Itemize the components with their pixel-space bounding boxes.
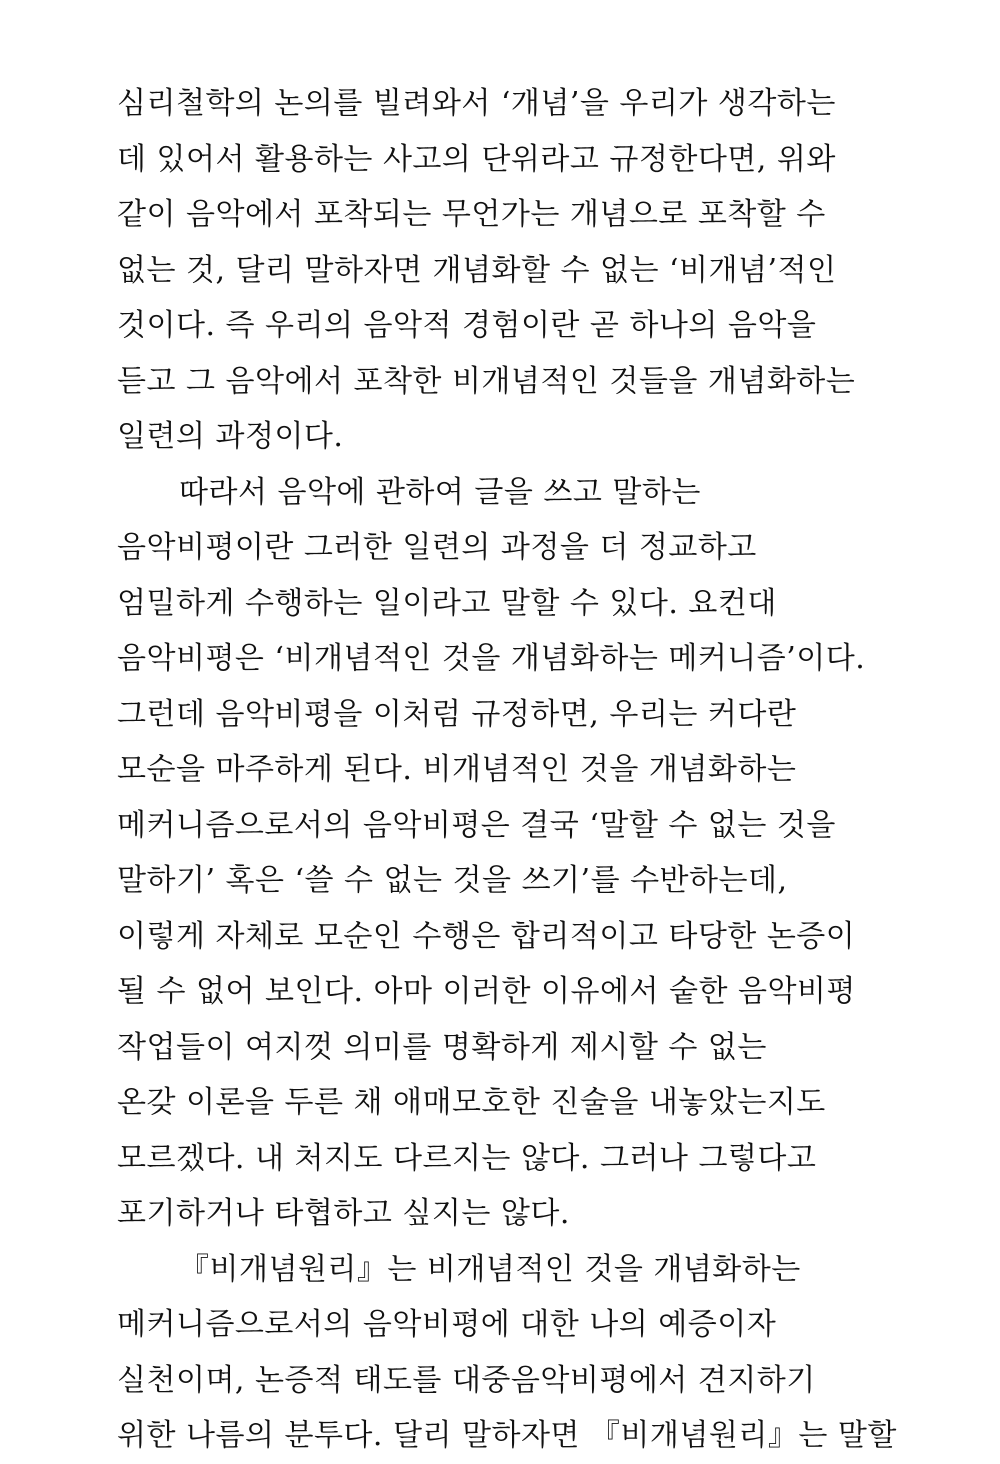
text-line: 듣고 그 음악에서 포착한 비개념적인 것들을 개념화하는 [117,363,856,399]
text-line: 음악비평은 ‘비개념적인 것을 개념화하는 메커니즘’이다. [117,641,866,676]
text-line: 포기하거나 타협하고 싶지는 않다. [117,1196,570,1231]
text-line: 실천이며, 논증적 태도를 대중음악비평에서 견지하기 [117,1362,816,1398]
text-line: 메커니즘으로서의 음악비평에 대한 나의 예증이자 [117,1307,777,1342]
text-line: 온갖 이론을 두른 채 애매모호한 진술을 내놓았는지도 [117,1085,826,1120]
text-line: 심리철학의 논의를 빌려와서 ‘개념’을 우리가 생각하는 [117,86,836,121]
text-line: 없는 것, 달리 말하자면 개념화할 수 없는 ‘비개념’적인 [117,252,837,288]
text-line: 것이다. 즉 우리의 음악적 경험이란 곧 하나의 음악을 [117,308,817,343]
text-line: 이렇게 자체로 모순인 수행은 합리적이고 타당한 논증이 [117,918,856,954]
text-line: 같이 음악에서 포착되는 무언가는 개념으로 포착할 수 [117,197,826,232]
text-line: 일련의 과정이다. [117,419,344,454]
body-text [117,76,897,1464]
text-line: 그런데 음악비평을 이처럼 규정하면, 우리는 커다란 [117,696,797,732]
text-line: 모르겠다. 내 처지도 다르지는 않다. 그러나 그렇다고 [117,1140,817,1176]
text-line: 위한 나름의 분투다. 달리 말하자면 『비개념원리』는 말할 [117,1418,897,1453]
paragraph-1 [117,76,877,465]
paragraph-3 [117,1242,897,1464]
text-line: 메커니즘으로서의 음악비평은 결국 ‘말할 수 없는 것을 [117,807,836,843]
paragraph-2 [117,465,877,1242]
text-line: 모순을 마주하게 된다. 비개념적인 것을 개념화하는 [117,752,797,787]
text-line: 될 수 없어 보인다. 아마 이러한 이유에서 숱한 음악비평 [117,974,856,1009]
text-line: 『비개념원리』는 비개념적인 것을 개념화하는 [179,1251,801,1287]
text-line: 데 있어서 활용하는 사고의 단위라고 규정한다면, 위와 [117,141,836,177]
text-line: 말하기’ 혹은 ‘쓸 수 없는 것을 쓰기’를 수반하는데, [117,863,788,898]
text-line: 따라서 음악에 관하여 글을 쓰고 말하는 [179,474,701,510]
text-line: 작업들이 여지껏 의미를 명확하게 제시할 수 없는 [117,1029,767,1065]
text-line: 엄밀하게 수행하는 일이라고 말할 수 있다. 요컨대 [117,585,777,621]
text-line: 음악비평이란 그러한 일련의 과정을 더 정교하고 [117,530,757,565]
